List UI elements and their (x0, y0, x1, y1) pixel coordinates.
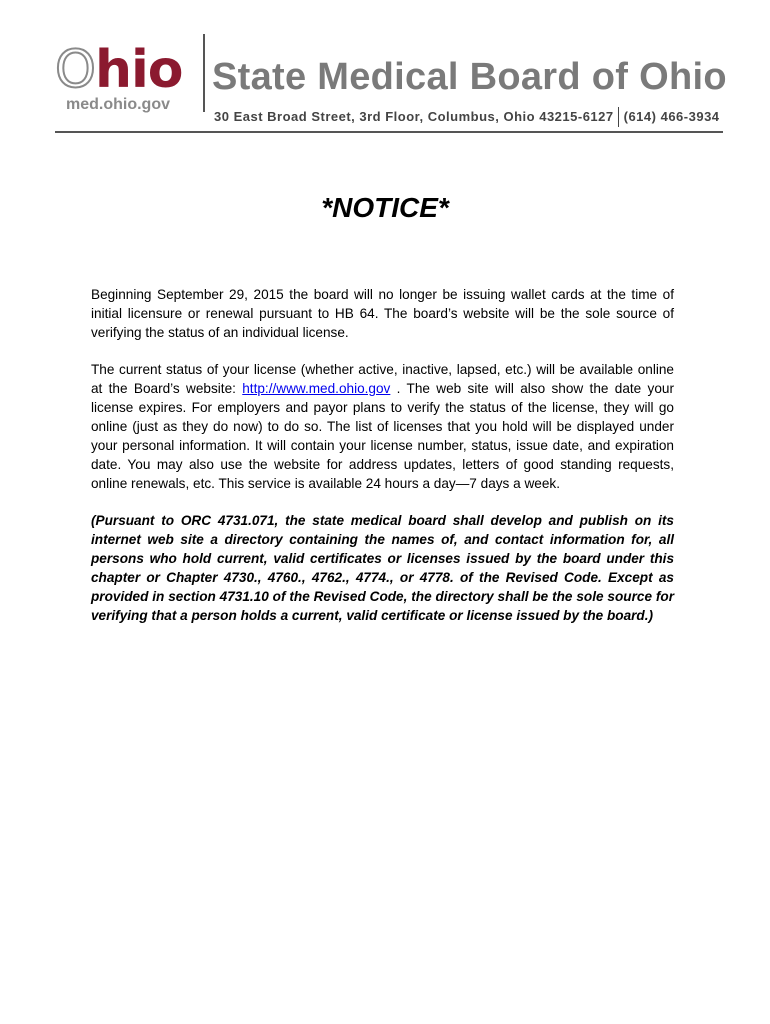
board-phone: (614) 466-3934 (623, 109, 720, 124)
notice-body (91, 285, 674, 643)
paragraph2-text-end: . The web site will also show the date your license expires. For employers and payor plans to verify the status of the license, they will go online (just as they do now) to do so. The list of licenses that you hold will be displayed under your personal information. It will contain your license number, status, issue date, and expiration date. You may also use the website for address updates, letters of good standing requests, online renewals, etc. This service is available 24 hours a day—7 days a week. (91, 381, 674, 491)
ohio-logo-hio: hio (94, 40, 183, 100)
paragraph-orc-citation: (Pursuant to ORC 4731.071, the state medical board shall develop and publish on its internet web site a directory containing the names of, and contact information for, all persons who hold current, valid certificates or licenses issued by the board under this chapter or Chapter 4730., 4760., 4762., 4774., or 4778. of the Revised Code. Except as provided in section 4731.10 of the Revised Code, the directory shall be the sole source for verifying that a person holds a current, valid certificate or license issued by the board.) (91, 513, 674, 623)
address-separator (618, 107, 619, 127)
ohio-wordmark (55, 42, 195, 98)
board-website-link[interactable]: http://www.med.ohio.gov (242, 381, 391, 396)
board-name: State Medical Board of Ohio (212, 56, 727, 98)
letterhead (0, 0, 770, 140)
paragraph-wallet-cards: Beginning September 29, 2015 the board will no longer be issuing wallet cards at the time of initial licensure or renewal pursuant to HB 64. The board’s website will be the sole source of verifying the status of an individual license. (91, 287, 674, 340)
address-line (214, 107, 720, 127)
logo-website-url: med.ohio.gov (66, 96, 170, 113)
header-vertical-divider (203, 34, 205, 112)
notice-title: *NOTICE* (321, 192, 449, 223)
header-rule (55, 131, 723, 133)
paragraph-license-status (91, 360, 674, 493)
ohio-logo-o: O (55, 40, 95, 100)
ohio-logo (55, 42, 195, 114)
paragraph2-text-start: The current status of your license (whether active, inactive, lapsed, etc.) will be available online at the Board’s website: (91, 362, 674, 396)
board-address: 30 East Broad Street, 3rd Floor, Columbus, Ohio 43215-6127 (214, 109, 614, 124)
